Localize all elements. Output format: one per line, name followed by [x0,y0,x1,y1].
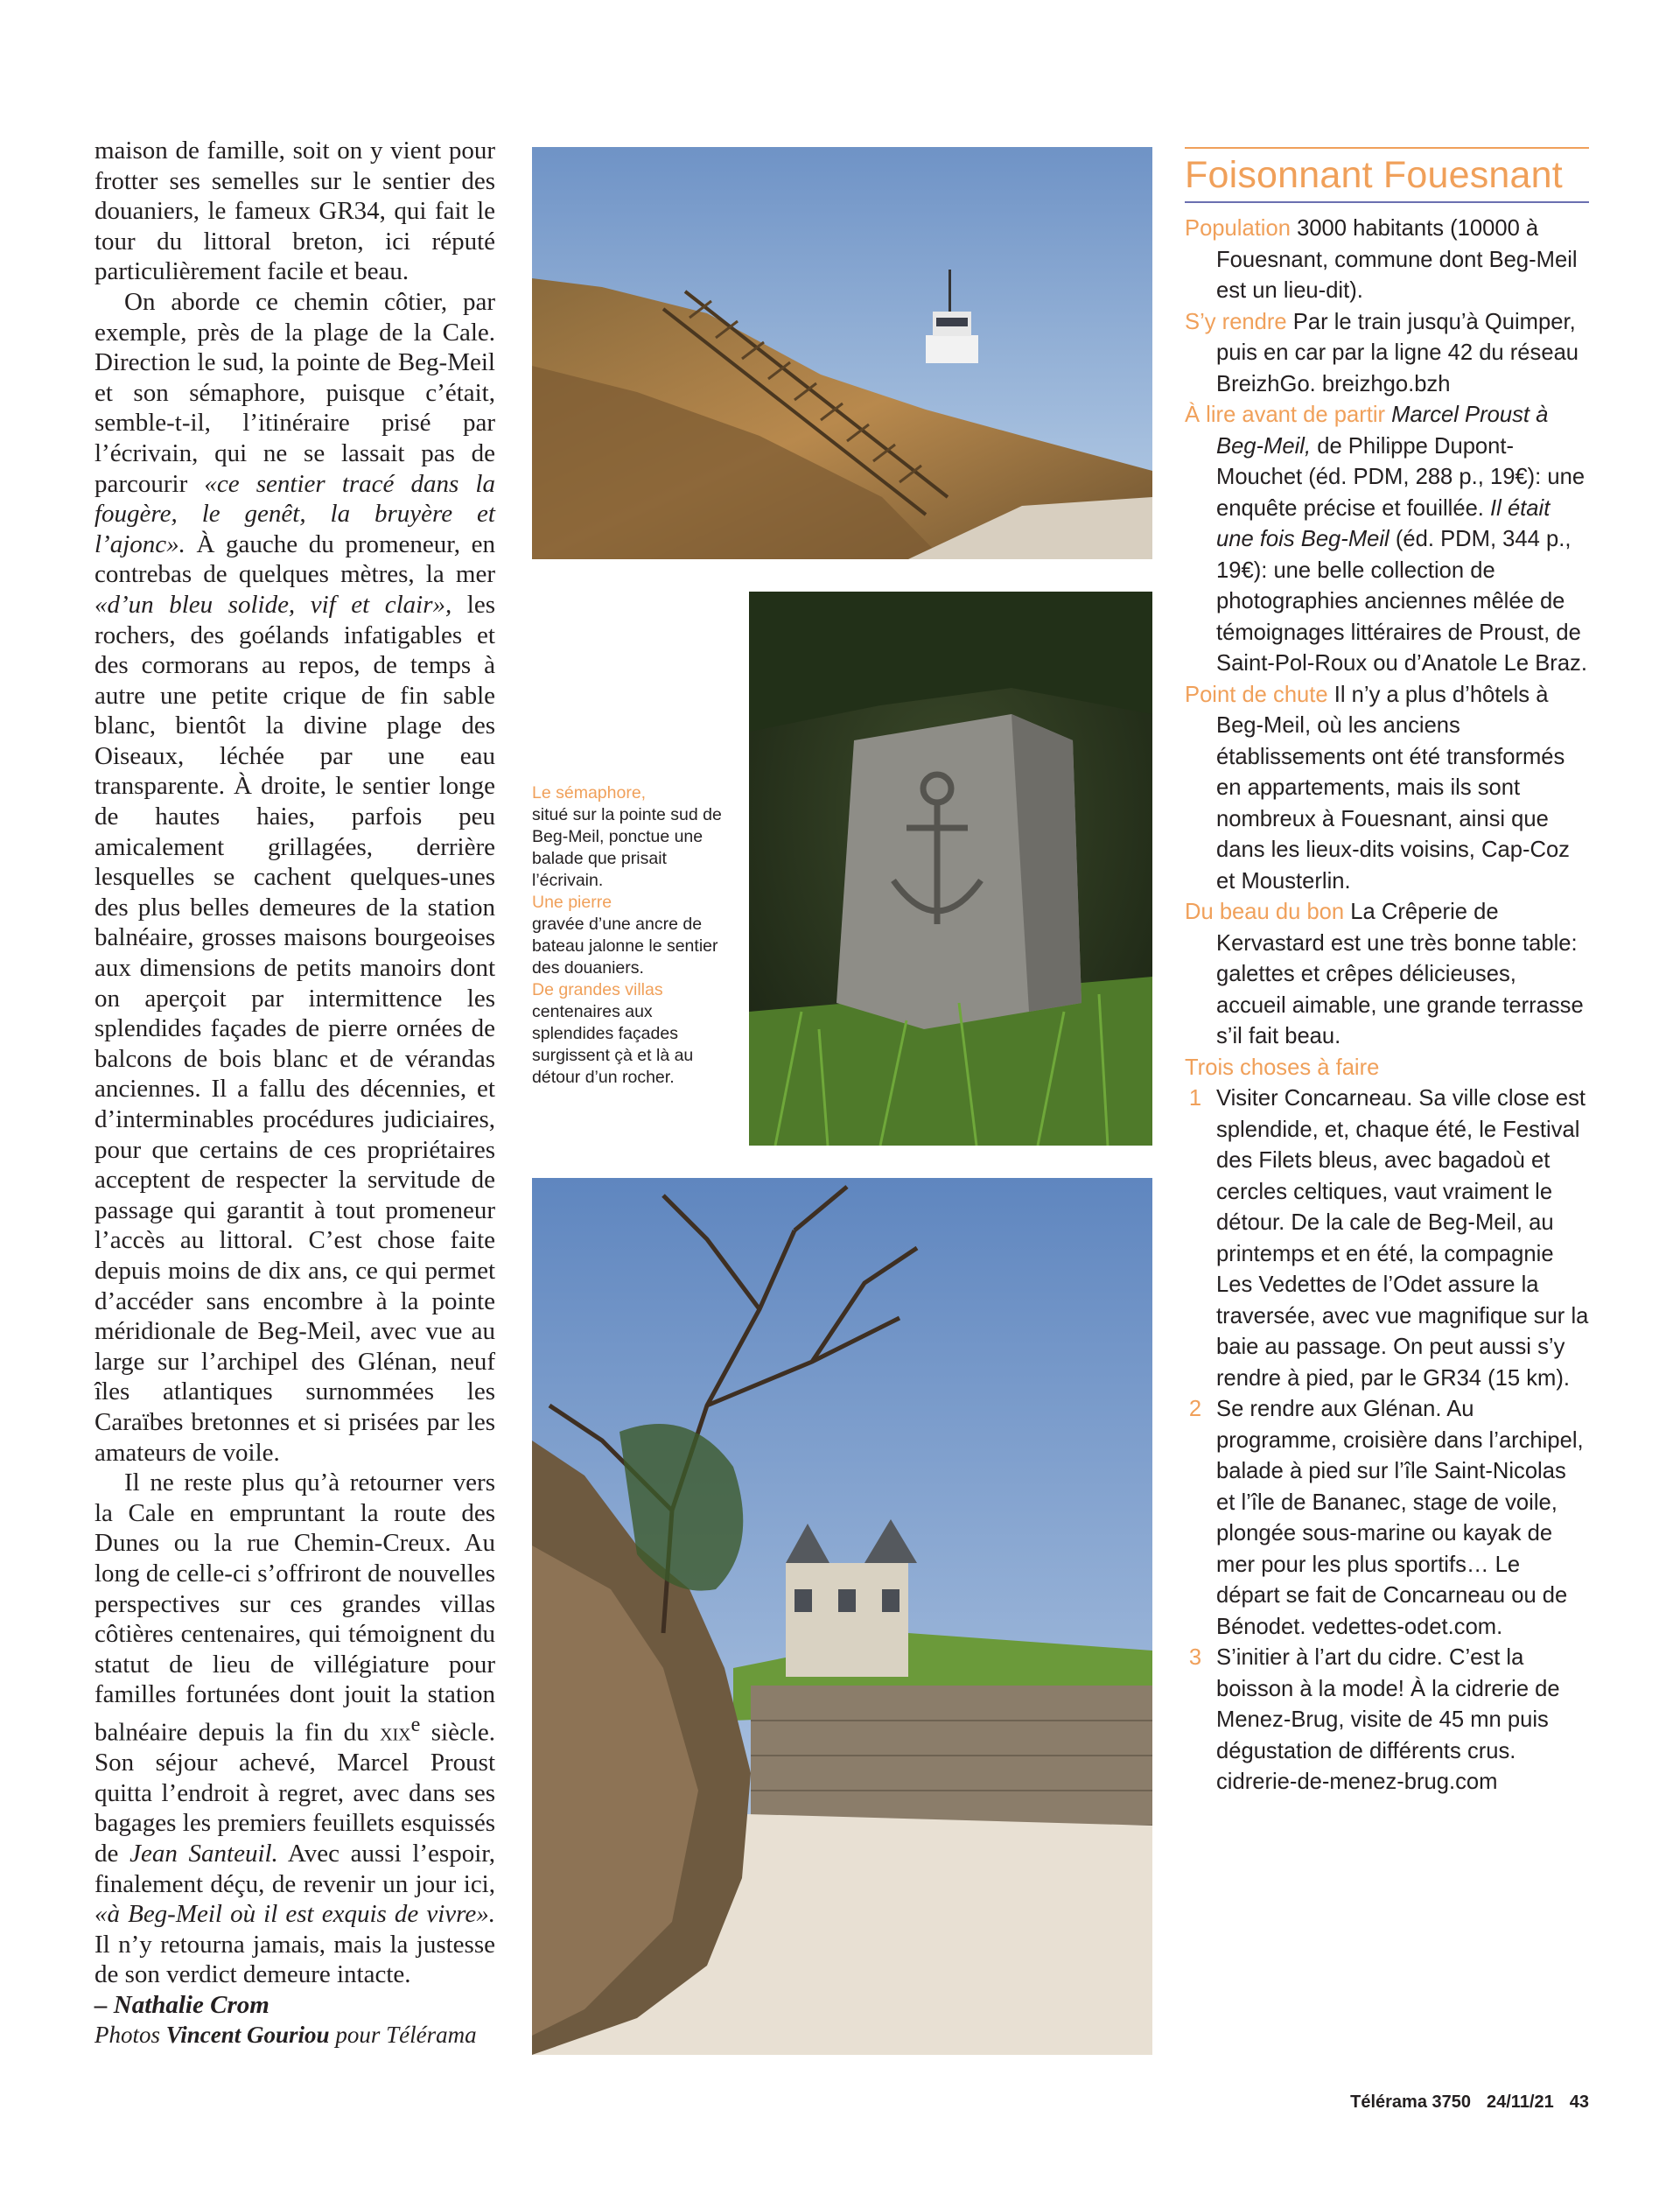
entry-text: Il n’y a plus d’hôtels à Beg-Meil, où les anciens établissements ont été transformés en appartements, mais ils sont nombreux à Fouesnant, ainsi que dans les lieux-dits voisins, Cap-Coz et Mousterlin. [1216,682,1570,894]
page-number: 43 [1569,2092,1589,2112]
entry-stay [1185,680,1589,898]
entry-food [1185,897,1589,1053]
sidebar-title: Foisonnant Fouesnant [1185,154,1563,196]
caption-semaphore [532,782,738,892]
text-run: Avec aussi l’espoir, finalement déçu, de revenir un jour ici, [94,1839,496,1898]
item-number: 2 [1188,1397,1202,1421]
text-run: siècle. Son séjour achevé, Marcel Proust quitta l’endroit à regret, avec dans ses bagages les premiers feuillets esquissés de [94,1718,495,1868]
item-number: 1 [1188,1086,1202,1111]
item-text: Se rendre aux Glénan. Au programme, croisière dans l’archipel, balade à pied sur l’île Saint-Nicolas et l’île de Bananec, stage de voile, plongée sous-marine ou kayak de mer pour les plus sportifs… Le départ se fait de Concarneau ou de Bénodet. vedettes-odet.com. [1216,1397,1584,1639]
book-title: Marcel Proust à Beg-Meil, [1216,403,1549,459]
entry-label: Du beau du bon [1185,900,1345,924]
info-sidebar [1185,147,1589,1798]
entry-population [1185,214,1589,307]
article-body [94,136,495,2050]
caption-text: gravée d’une ancre de bateau jalonne le sentier des douaniers. [532,915,718,978]
quote: «d’un bleu solide, vif et clair», [94,590,452,619]
todo-heading: Trois choses à faire [1185,1055,1380,1080]
entry-text: La Crêperie de Kervastard est une très bonne table: galettes et crêpes délicieuses, accueil aimable, une grande terrasse s’il fait beau. [1216,900,1584,1048]
entry-label: S’y rendre [1185,309,1287,334]
caption-text: situé sur la pointe sud de Beg-Meil, ponctue une balade que prisait l’écrivain. [532,805,722,890]
photo-credit [94,2020,495,2050]
todo-item-3 [1185,1643,1589,1798]
caption-heading: De grandes villas [532,980,663,999]
article-author: – Nathalie Crom [94,1990,270,2019]
text-run: On aborde ce chemin côtier, par exemple, près de la plage de la Cale. Direction le sud, la pointe de Beg-Meil et son sémaphore, puisque c’était, semble-t-il, l’itinéraire prisé par l’écrivain, qui ne se lassait pas de parcourir [94,287,495,498]
text-run: pour Télérama [329,2022,477,2049]
page-footer [1350,2092,1589,2113]
caption-heading: Une pierre [532,893,612,912]
caption-villas [532,979,738,1089]
todo-item-1 [1185,1083,1589,1394]
quote: «ce sentier tracé dans la fougère, le genêt, la bruyère et l’ajonc». [94,469,495,558]
entry-access [1185,307,1589,401]
book-title: Jean Santeuil. [130,1839,278,1868]
text-run: Il n’y retourna jamais, mais la justesse de son verdict demeure intacte. [94,1930,495,1989]
photographer-name: Vincent Gouriou [165,2022,330,2049]
item-text: Visiter Concarneau. Sa ville close est splendide, et, chaque été, le Festival des Filets bleus, avec bagadoù et cercles celtiques, vaut vraiment le détour. De la cale de Beg-Meil, au printemps et en été, la compagnie Les Vedettes de l’Odet assure la traversée, avec vue magnifique sur la baie au passage. On peut aussi s’y rendre à pied, par le GR34 (15 km). [1216,1086,1589,1391]
article-paragraph-3 [94,1468,495,1990]
entry-reading [1185,400,1589,680]
article-paragraph-2 [94,287,495,1468]
book-title: Il était une fois Beg-Meil [1216,495,1550,551]
quote: «à Beg-Meil où il est exquis de vivre». [94,1900,495,1929]
entry-text: 3000 habitants (10000 à Fouesnant, commune dont Beg-Meil est un lieu-dit). [1216,216,1578,303]
anchor-stone-photo [749,592,1152,1146]
entry-label: Population [1185,216,1291,241]
caption-heading: Le sémaphore, [532,783,647,803]
issue-date: 24/11/21 [1487,2092,1554,2112]
semaphore-photo [532,147,1152,559]
entry-label: À lire avant de partir [1185,403,1386,427]
text-run: les rochers, des goélands infatigables et des cormorans au repos, de temps à autre une petite crique de fin sable blanc, bientôt la divine plage des Oiseaux, léchée par une eau transparente. À droite, le sentier longe de hautes haies, parfois peu amicalement grillagées, derrière lesquelles se cachent quelques-unes des plus belles demeures de la station balnéaire, grosses maisons bourgeoises aux dimensions de petits manoirs dont on aperçoit par intermittence les splendides façades de pierre ornées de balcons de bois blanc et de vérandas anciennes. Il a fallu des décennies, et d’interminables procédures judiciaires, pour que certains de ces propriétaires acceptent de respecter la servitude de passage qui garantit à tout promeneur l’accès au littoral. C’est chose faite depuis moins de dix ans, ce qui permet d’accéder sans encombre à la pointe méridionale de Beg-Meil, avec vue au large sur l’archipel des Glénan, neuf îles atlantiques surnommées les Caraïbes bretonnes et si prisées par les amateurs de voile. [94,590,496,1467]
entry-label: Point de chute [1185,682,1328,707]
text-run: Il ne reste plus qu’à retourner vers la Cale en empruntant la route des Dunes ou la rue Chemin-Creux. Au long de celle-ci s’offriront de nouvelles perspectives sur ces grandes villas côtières centenaires, qui témoignent du statut de lieu de villégiature pour familles fortunées dont jouit la station balnéaire depuis la fin du [94,1469,495,1747]
caption-stone [532,892,738,979]
item-number: 3 [1188,1645,1202,1670]
caption-text: centenaires aux splendides façades surgissent çà et là au détour d’un rocher. [532,1002,694,1087]
article-paragraph-1: maison de famille, soit on y vient pour frotter ses semelles sur le sentier des douaniers, le fameux GR34, qui fait le tour du littoral breton, ici réputé particulièrement facile et beau. [94,137,495,286]
photo-captions [532,782,738,1089]
item-text: S’initier à l’art du cidre. C’est la boisson à la mode! À la cidrerie de Menez-Brug, visite de 45 mn puis dégustation de différents crus. cidrerie-de-menez-brug.com [1216,1645,1560,1794]
century-numeral: xix [380,1718,411,1747]
superscript: e [410,1712,421,1736]
villa-photo [532,1178,1152,2055]
sidebar-title-rule [1185,201,1589,203]
entry-text: (éd. PDM, 344 p., 19€): une belle collection de photographies anciennes mêlée de témoignages littéraires de Proust, de Saint-Pol-Roux ou d’Anatole Le Braz. [1216,527,1587,676]
text-run: À gauche du promeneur, en contrebas de quelques mètres, la mer [94,529,495,589]
text-run: Photos [94,2022,166,2049]
magazine-issue: Télérama 3750 [1350,2092,1471,2112]
entry-text: Par le train jusqu’à Quimper, puis en car par la ligne 42 du réseau BreizhGo. breizhgo.bzh [1216,309,1579,396]
todo-item-2 [1185,1394,1589,1643]
entry-text: de Philippe Dupont-Mouchet (éd. PDM, 288 p., 19€): une enquête précise et fouillée. [1216,433,1586,521]
